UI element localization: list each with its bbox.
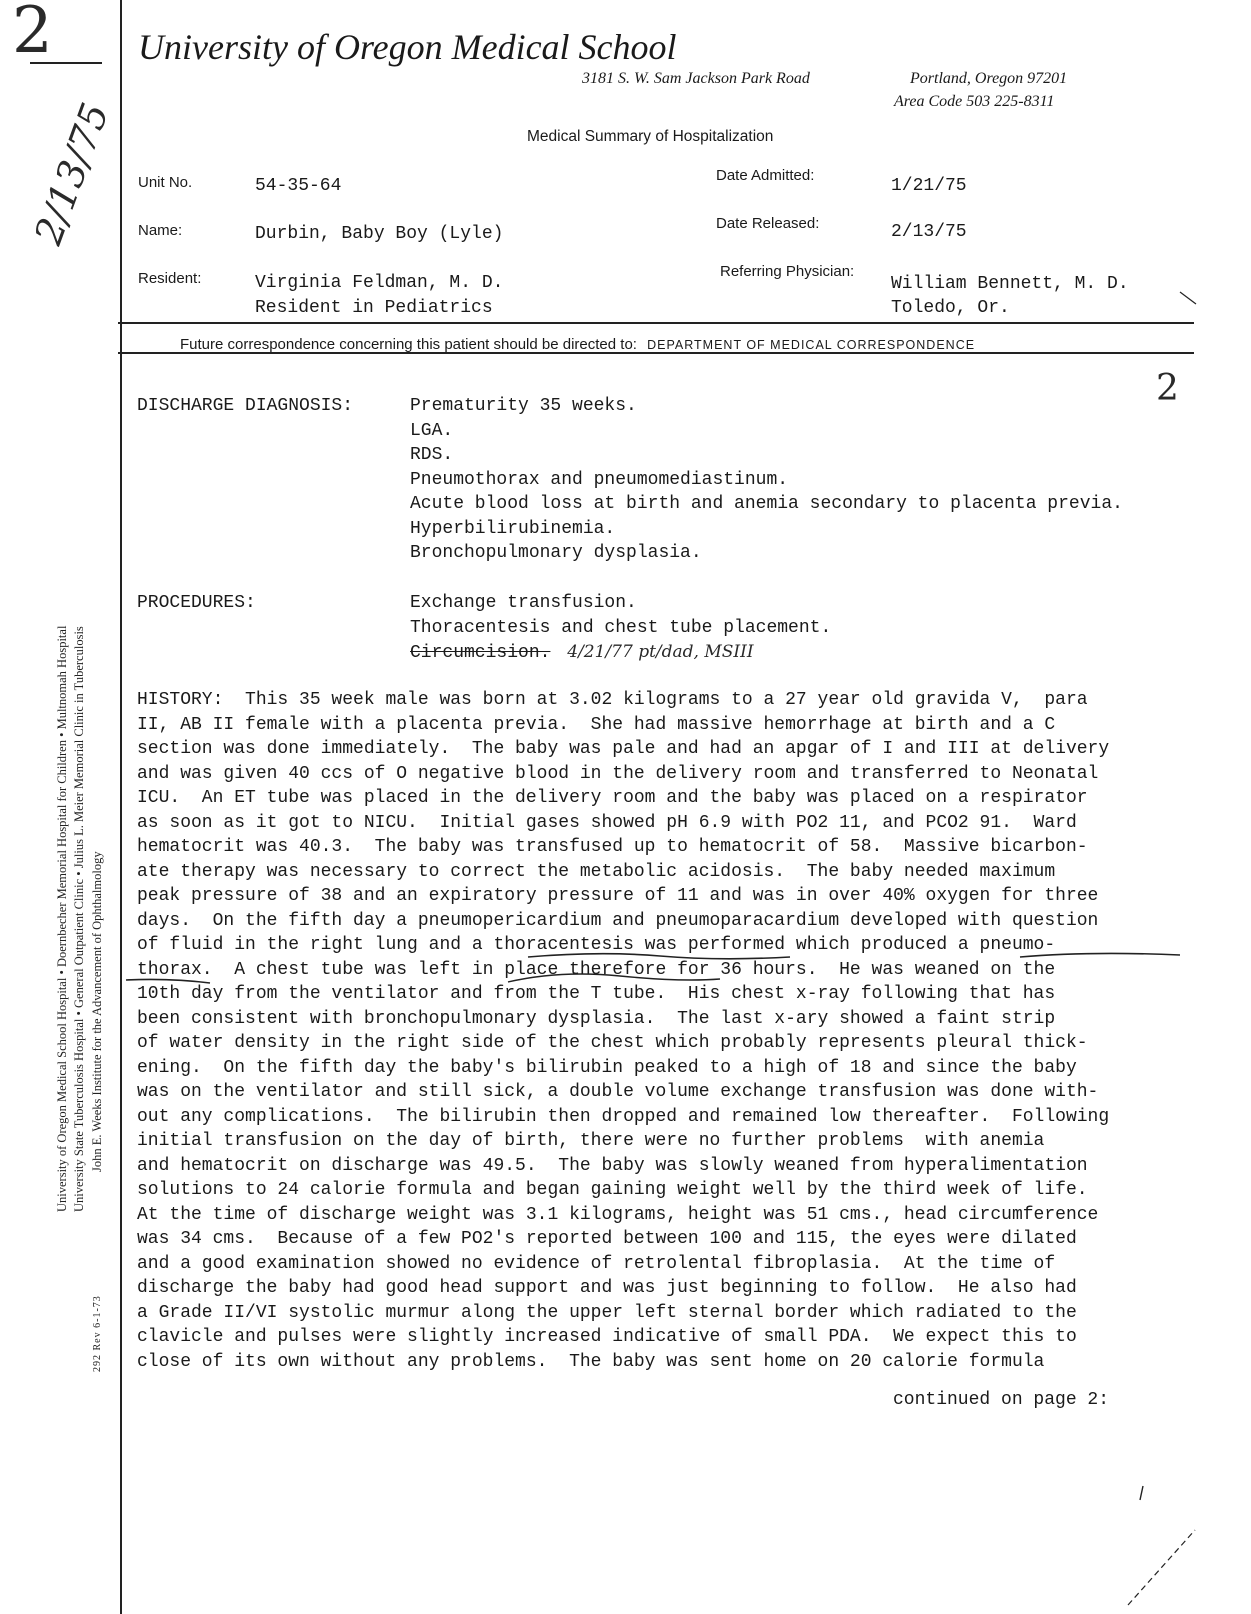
name-label: Name: (138, 222, 183, 239)
address-street: 3181 S. W. Sam Jackson Park Road (582, 70, 810, 87)
margin-institutions-line3: John E. Weeks Institute for the Advancement of Ophthalmology (90, 851, 104, 1172)
discharge-label: DISCHARGE DIAGNOSIS: (137, 396, 354, 416)
correspondence-text: Future correspondence concerning this patient should be directed to: (180, 336, 637, 353)
discharge-item: RDS. (410, 445, 454, 465)
struck-procedure: Circumcision. (410, 643, 551, 663)
history-line: clavicle and pulses were slightly increased indicative of small PDA. We expect this to (137, 1327, 1077, 1347)
history-line: solutions to 24 calorie formula and began gaining weight well by the third week of life. (137, 1180, 1088, 1200)
discharge-item: LGA. (410, 420, 454, 441)
referring-city: Toledo, Or. (891, 298, 1010, 318)
address-city: Portland, Oregon 97201 (910, 70, 1068, 87)
resident-label: Resident: (138, 270, 202, 287)
resident-title: Resident in Pediatrics (255, 298, 493, 318)
discharge-item: Acute blood loss at birth and anemia secondary to placenta previa. (410, 494, 1123, 514)
name-value: Durbin, Baby Boy (Lyle) (255, 224, 504, 244)
procedure-item-struck (410, 640, 831, 665)
history-line: was 34 cms. Because of a few PO2's reported between 100 and 115, the eyes were dilated (137, 1229, 1077, 1249)
history-line: II, AB II female with a placenta previa. She had massive hemorrhage at birth and a C (137, 714, 1056, 735)
correspondence-department: DEPARTMENT OF MEDICAL CORRESPONDENCE (647, 338, 976, 352)
history-line: ening. On the fifth day the baby's bilirubin peaked to a high of 18 and since the baby (137, 1057, 1077, 1078)
history-line: as soon as it got to NICU. Initial gases showed pH 6.9 with PO2 11, and PCO2 91. Ward (137, 812, 1077, 833)
history-line: initial transfusion on the day of birth, there were no further problems with anemia (137, 1131, 1045, 1151)
history-line: At the time of discharge weight was 3.1 kilograms, height was 51 cms., head circumference (137, 1204, 1099, 1225)
corner-tick (1140, 1486, 1143, 1500)
history-line: peak pressure of 38 and an expiratory pressure of 11 and was in over 40% oxygen for three (137, 886, 1099, 906)
history-line: of fluid in the right lung and a thoracentesis was performed which produced a pneumo- (137, 935, 1056, 955)
discharge-list (410, 394, 1123, 566)
history-line: HISTORY: This 35 week male was born at 3.02 kilograms to a 27 year old gravida V, para (137, 690, 1088, 710)
history-line: 10th day from the ventilator and from the T tube. His chest x-ray following that has (137, 984, 1056, 1004)
history-line: days. On the fifth day a pneumopericardium and pneumoparacardium developed with question (137, 910, 1099, 931)
margin-handwritten-note: 2/13/75 (26, 97, 118, 251)
page-mark: 2 (1156, 368, 1179, 409)
unit-label: Unit No. (138, 174, 193, 191)
history-line: ate therapy was necessary to correct the metabolic acidosis. The baby needed maximum (137, 861, 1056, 882)
history-line: of water density in the right side of the chest which probably represents pleural thick- (137, 1033, 1088, 1053)
history-line: ICU. An ET tube was placed in the delivery room and the baby was placed on a respirator (137, 788, 1088, 808)
admitted-label: Date Admitted: (716, 167, 815, 184)
history-line: been consistent with bronchopulmonary dysplasia. The last x-ary showed a faint strip (137, 1008, 1056, 1029)
header-corner-slash (1180, 292, 1196, 304)
history-line: discharge the baby had good head support and was just beginning to follow. He also had (137, 1278, 1077, 1298)
history-line: close of its own without any problems. The baby was sent home on 20 calorie formula (137, 1351, 1045, 1372)
admitted-value: 1/21/75 (891, 176, 967, 196)
discharge-item: Hyperbilirubinemia. (410, 518, 616, 539)
margin-form-number: 292 Rev 6-1-73 (92, 1295, 103, 1372)
discharge-item: Pneumothorax and pneumomediastinum. (410, 469, 789, 490)
history-line: out any complications. The bilirubin then dropped and remained low thereafter. Following (137, 1106, 1110, 1127)
correspondence-note (180, 336, 975, 353)
history-line: a Grade II/VI systolic murmur along the upper left sternal border which radiated to the (137, 1302, 1077, 1323)
margin-institutions-line2: University State Tuberculosis Hospital • General Outpatient Clinic • Julius L. Meier Memorial Clinic in Tuberculosis (72, 626, 86, 1212)
procedure-handwritten-note: 4/21/77 pt/dad, MSIII (567, 642, 754, 662)
history-line: section was done immediately. The baby was pale and had an apgar of I and III at delivery (137, 739, 1110, 759)
referring-label: Referring Physician: (720, 263, 855, 280)
released-label: Date Released: (716, 215, 820, 232)
corner-handwritten-number: 2 (12, 0, 53, 68)
margin-institutions-line1: University of Oregon Medical School Hospital • Doernbecher Memorial Hospital for Children • Multnomah Hospital (55, 625, 69, 1212)
procedure-item: Exchange transfusion. (410, 593, 637, 613)
corner-slash (1128, 1530, 1195, 1605)
discharge-item: Prematurity 35 weeks. (410, 396, 637, 416)
resident-value: Virginia Feldman, M. D. (255, 273, 504, 293)
referring-value: William Bennett, M. D. (891, 274, 1129, 294)
history-line: hematocrit was 40.3. The baby was transfused up to hematocrit of 58. Massive bicarbon- (137, 837, 1088, 857)
institution-title: University of Oregon Medical School (138, 27, 677, 67)
procedures-list (410, 591, 831, 665)
history-line: and was given 40 ccs of O negative blood in the delivery room and transferred to Neonatal (137, 763, 1099, 784)
document-title: Medical Summary of Hospitalization (527, 128, 774, 145)
history-text (137, 688, 1109, 1374)
history-line: was on the ventilator and still sick, a double volume exchange transfusion was done with- (137, 1082, 1099, 1102)
procedures-label: PROCEDURES: (137, 593, 256, 613)
discharge-item: Bronchopulmonary dysplasia. (410, 543, 702, 563)
address-phone: Area Code 503 225-8311 (894, 93, 1055, 110)
header-rule-top (118, 322, 1194, 324)
margin-rule (120, 0, 122, 1614)
history-line: thorax. A chest tube was left in place therefore for 36 hours. He was weaned on the (137, 959, 1056, 980)
procedure-item: Thoracentesis and chest tube placement. (410, 617, 832, 638)
unit-value: 54-35-64 (255, 176, 342, 196)
continued-note: continued on page 2: (893, 1390, 1110, 1410)
history-line: and a good examination showed no evidence of retrolental fibroplasia. At the time of (137, 1253, 1056, 1274)
released-value: 2/13/75 (891, 222, 967, 242)
history-line: and hematocrit on discharge was 49.5. The baby was slowly weaned from hyperalimentation (137, 1155, 1088, 1176)
